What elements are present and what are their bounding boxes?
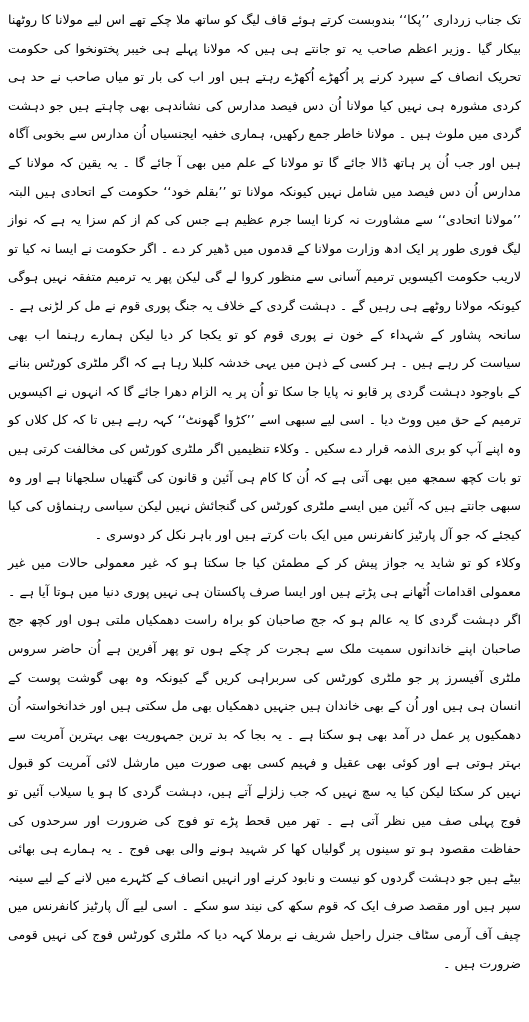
article-paragraph: تک جناب زرداری ’’پکا‘‘ بندوبست کرتے ہوئے قاف لیگ کو ساتھ ملا چکے تھے اس لیے مولانا کا روٹھنا بیکار گیا ۔وزیر اعظم صاحب یہ تو جانتے ہی ہیں کہ مولانا پہلے ہی خیبر پختونخوا کی حکومت تحریک انصاف کے سپرد کرنے پر اُکھڑے اُکھڑے رہتے ہیں اور اب کی بار تو میاں صاحب نے حد ہی کردی مشورہ ہی نہیں کیا مولانا اُن دس فیصد مدارس کی نشاندہی بھی چاہتے ہیں جو دہشت گردی میں ملوث ہیں ۔ مولانا خاطر جمع رکھیں، ہماری خفیہ ایجنسیاں اُن مدارس سے بخوبی آگاہ ہیں اور جب اُن پر ہاتھ ڈالا جائے گا تو مولانا کے علم میں بھی آ جائے گا ۔ یہ یقین کہ مولانا کے مدارس اُن دس فیصد میں شامل نہیں کیونکہ مولانا تو ’’بقلم خود‘‘ حکومت کے اتحادی ہیں البتہ ’’مولانا اتحادی‘‘ سے مشاورت نہ کرنا ایسا جرم عظیم ہے جس کی کم از کم سزا یہ ہے کہ نواز لیگ فوری طور پر ایک ادھ وزارت مولانا کے قدموں میں ڈھیر کر دے ۔ اگر حکومت نے ایسا نہ کیا تو لاریب حکومت اکیسویں ترمیم آسانی سے منظور کروا لے گی لیکن پھر یہ ترمیم متفقہ نہیں ہوگی کیونکہ مولانا روٹھے ہی رہیں گے ۔ دہشت گردی کے خلاف یہ جنگ پوری قوم نے مل کر لڑنی ہے ۔ سانحہ پشاور کے شہداء کے خون نے پوری قوم کو تو یکجا کر دیا لیکن ہمارے رہنما اب بھی سیاست کر رہے ہیں ۔ ہر کسی کے ذہن میں یہی خدشہ کلبلا رہا ہے کہ اگر ملٹری کورٹس بنانے کے باوجود دہشت گردی پر قابو نہ پایا جا سکا تو اُن پر یہ الزام دھرا جائے گا کہ انہوں نے اکیسویں ترمیم کے حق میں ووٹ دیا ۔ اسی لیے سبھی اسے ’’کڑوا گھونٹ‘‘ کہہ رہے ہیں تا کہ کل کلاں کو وہ اپنے آپ کو بری الذمہ قرار دے سکیں ۔ وکلاء تنظیمیں اگر ملٹری کورٹس کی مخالفت کرتی ہیں تو بات کچھ سمجھ میں بھی آتی ہے کہ اُن کا کام ہی آئین و قانون کی گتھیاں سلجھانا ہے اور وہ سبھی جانتے ہیں کہ آئین میں ایسے ملٹری کورٹس کی گنجائش نہیں لیکن سیاسی رہنماؤں کی کیا کیجئے کہ جو آل پارٹیز کانفرنس میں ایک بات کرتے ہیں اور باہر نکل کر دوسری ۔ <box>8 12 521 542</box>
article-paragraph: وکلاء کو تو شاید یہ جواز پیش کر کے مطمئن کیا جا سکتا ہو کہ غیر معمولی حالات میں غیر معمولی اقدامات اُٹھانے ہی پڑتے ہیں اور ایسا صرف پاکستان ہی نہیں پوری دنیا میں ہوتا آیا ہے ۔ اگر دہشت گردی کا یہ عالم ہو کہ جج صاحبان کو براہ راست دھمکیاں ملتی ہوں اور کچھ جج صاحبان اپنے خاندانوں سمیت ملک سے ہجرت کر چکے ہوں تو پھر آفرین ہے اُن حاضر سروس ملٹری آفیسرز پر جو ملٹری کورٹس کی سربراہی کریں گے کیونکہ وہ بھی گوشت پوست کے انسان ہی ہیں اور اُن کے بھی خاندان ہیں جنہیں دھمکیاں بھی مل سکتی ہیں اور خدانخواستہ اُن دھمکیوں پر عمل در آمد بھی ہو سکتا ہے ۔ یہ بجا کہ بد ترین جمہوریت بھی بہترین آمریت سے بہتر ہوتی ہے اور کوئی بھی عقیل و فہیم کسی بھی صورت میں مارشل لائی آمریت کو قبول نہیں کر سکتا لیکن کیا یہ سچ نہیں کہ جب زلزلے آتے ہیں، دہشت گردی کا ہو یا سیلاب آئیں تو فوج پہلی صف میں نظر آتی ہے ۔ تھر میں قحط پڑے تو فوج کی ضرورت اور سرحدوں کی حفاظت مقصود ہو تو سینوں پر گولیاں کھا کر شہید ہونے والی بھی فوج ۔ یہ ہمارے ہی بھائی بیٹے ہیں جو دہشت گردوں کو نیست و نابود کرنے اور انہیں انصاف کے کٹہرے میں لانے کے لیے سینہ سپر ہیں اور مقصد صرف ایک کہ قوم سکھ کی نیند سو سکے ۔ اسی لیے آل پارٹیز کانفرنس میں چیف آف آرمی سٹاف جنرل راحیل شریف نے برملا کہہ دیا کہ ملٹری کورٹس فوج کی نہیں قومی ضرورت ہیں ۔ <box>8 555 521 971</box>
